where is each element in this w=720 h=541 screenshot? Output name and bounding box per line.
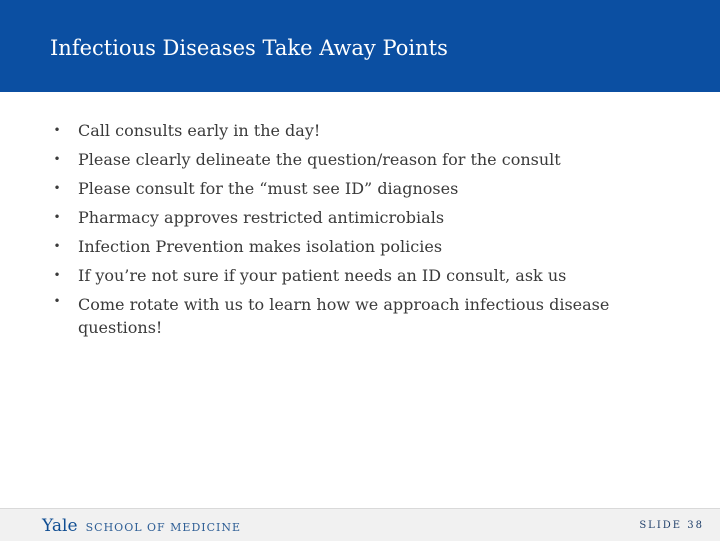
bullet-dot-icon: • <box>53 294 61 308</box>
yale-school-of-medicine-logo <box>42 516 241 536</box>
bullet-text: Please clearly delineate the question/reason for the consult <box>78 150 561 169</box>
bullet-dot-icon: • <box>53 210 61 224</box>
bullet-dot-icon: • <box>53 239 61 253</box>
bullet-item <box>50 116 670 145</box>
footer-bar <box>0 508 720 541</box>
bullet-text: Pharmacy approves restricted antimicrobials <box>78 208 445 227</box>
bullet-item <box>50 261 670 290</box>
header-bar <box>0 0 720 92</box>
bullet-item <box>50 232 670 261</box>
bullet-item <box>50 203 670 232</box>
bullet-dot-icon: • <box>53 268 61 282</box>
logo-school-text: SCHOOL OF MEDICINE <box>85 521 242 534</box>
slide-number: SLIDE 38 <box>639 520 704 531</box>
logo-yale-text: Yale <box>42 516 78 536</box>
bullet-dot-icon: • <box>53 123 61 137</box>
bullet-item <box>50 174 670 203</box>
bullet-text: Please consult for the “must see ID” diagnoses <box>78 179 459 198</box>
bullet-list <box>50 116 670 339</box>
bullet-dot-icon: • <box>53 181 61 195</box>
bullet-item <box>50 290 670 339</box>
slide-title: Infectious Diseases Take Away Points <box>50 36 448 60</box>
bullet-text: Come rotate with us to learn how we approach infectious disease questions! <box>78 295 610 337</box>
bullet-text: Call consults early in the day! <box>78 121 321 140</box>
bullet-text: Infection Prevention makes isolation policies <box>78 237 443 256</box>
bullet-item <box>50 145 670 174</box>
bullet-text: If you’re not sure if your patient needs an ID consult, ask us <box>78 266 567 285</box>
bullet-dot-icon: • <box>53 152 61 166</box>
